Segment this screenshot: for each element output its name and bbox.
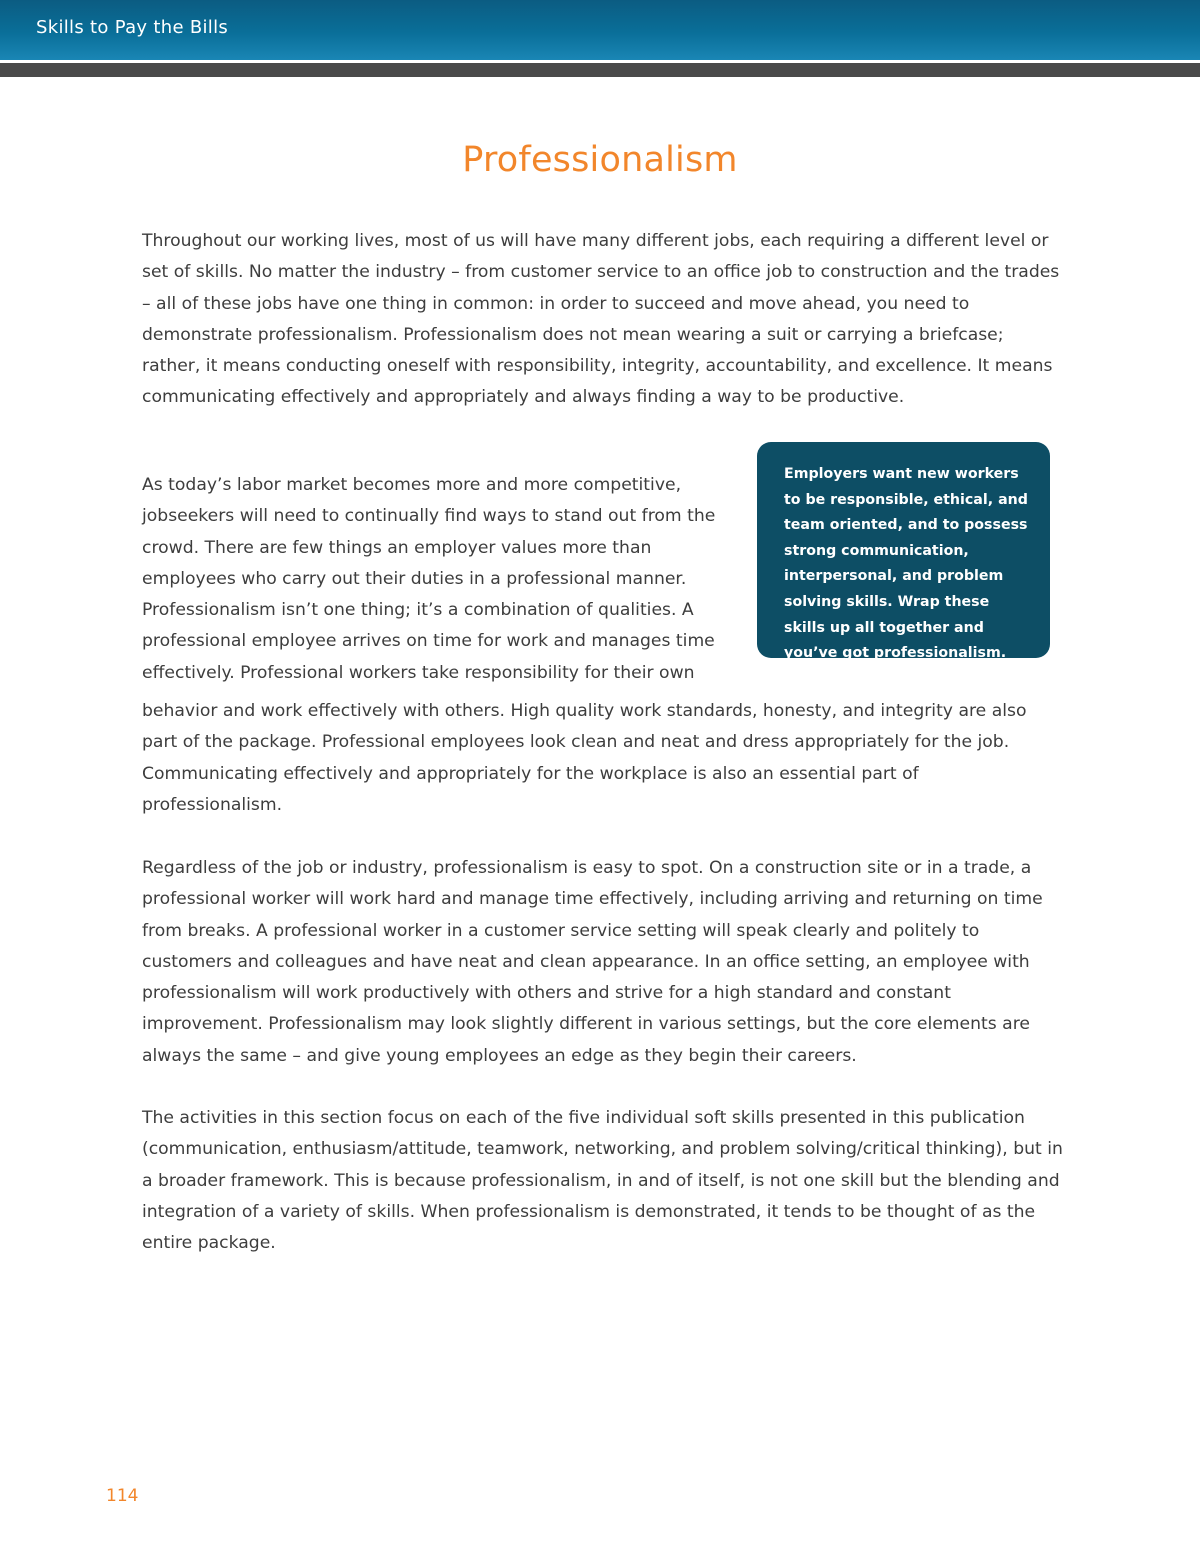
header-band (0, 0, 1200, 60)
section-activities-paragraph: The activities in this section focus on each of the five individual soft skills presented in this publication (communication, enthusiasm/attitude, teamwork, networking, and problem solving/critical thinking), but in a broader framework. This is because professionalism, in and of itself, is not one skill but the blending and integration of a variety of skills. When professionalism is demonstrated, it tends to be thought of as the entire package. (142, 1108, 1063, 1254)
header-rule (0, 63, 1200, 77)
page-number: 114 (106, 1486, 139, 1506)
page-title: Professionalism (462, 140, 738, 180)
intro-paragraph: Throughout our working lives, most of us will have many different jobs, each requiring a different level or set of skills. No matter the industry – from customer service to an office job to construction and the trades – all of these jobs have one thing in common: in order to succeed and move ahead, you need to demonstrate professionalism. Professionalism does not mean wearing a suit or carrying a briefcase; rather, it means conducting oneself with responsibility, integrity, accountability, and excellence. It means communicating effectively and appropriately and always finding a way to be productive. (142, 231, 1060, 408)
callout-box (757, 442, 1050, 662)
callout-text: Employers want new workers to be responsible, ethical, and team oriented, and to possess strong communication, interpersonal, and problem solving skills. Wrap these skills up all together and you’ve got professionalism. (784, 466, 1028, 662)
spotting-professionalism-paragraph: Regardless of the job or industry, professionalism is easy to spot. On a construction site or in a trade, a professional worker will work hard and manage time effectively, including arriving and returning on time from breaks. A professional worker in a customer service setting will speak clearly and politely to customers and colleagues and have neat and clean appearance. In an office setting, an employee with professionalism will work productively with others and strive for a high standard and constant improvement. Professionalism may look slightly different in various settings, but the core elements are always the same – and give young employees an edge as they begin their careers. (142, 858, 1043, 1066)
header-title: Skills to Pay the Bills (36, 17, 229, 38)
labor-market-paragraph: As today’s labor market becomes more and more competitive, jobseekers will need to continually find ways to stand out from the crowd. There are few things an employer values more than employees who carry out their duties in a professional manner. Professionalism isn’t one thing; it’s a combination of qualities. A professional employee arrives on time for work and manages time effectively. Professional workers take responsibility for their own (142, 475, 716, 683)
labor-market-paragraph-continued: behavior and work effectively with others. High quality work standards, honesty, and integrity are also part of the package. Professional employees look clean and neat and dress appropriately for the job. Communicating effectively and appropriately for the workplace is also an essential part of professionalism. (142, 701, 1027, 815)
